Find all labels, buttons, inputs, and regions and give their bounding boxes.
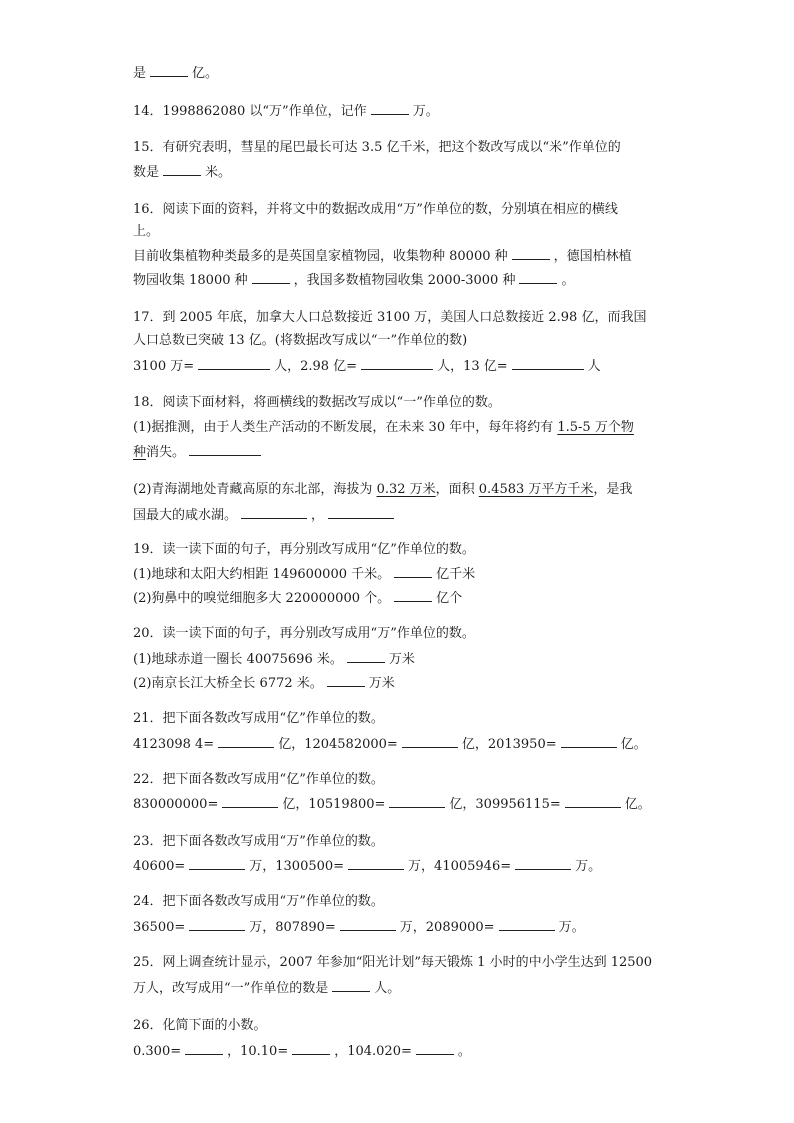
q16-line2: 上。: [133, 224, 160, 239]
text: 万人，改写成用“一”作单位的数是: [133, 981, 329, 996]
text: 亿，2013950=: [461, 737, 557, 752]
text: (2)南京长江大桥全长 6772 米。: [133, 676, 323, 691]
q18-line3: [133, 441, 265, 461]
q24-line2: [133, 916, 585, 936]
answer-blank[interactable]: [222, 793, 278, 808]
text: 。: [457, 1044, 471, 1059]
answer-blank[interactable]: [347, 648, 385, 663]
underlined-data: 1.5-5 万个物: [557, 420, 634, 435]
q17-line2: 人口总数已突破 13 亿。(将数据改写成以“一”作单位的数): [133, 333, 468, 348]
answer-blank[interactable]: [519, 269, 557, 284]
text: 亿，309956115=: [449, 797, 561, 812]
text: ，10.10=: [227, 1044, 289, 1059]
answer-blank[interactable]: [402, 733, 458, 748]
text: 万米: [388, 652, 415, 667]
q15-line2: [133, 161, 231, 181]
q13-tail: [133, 62, 218, 82]
answer-blank[interactable]: [515, 855, 571, 870]
text: 0.300=: [133, 1044, 182, 1059]
q18-line2: [133, 418, 634, 438]
answer-blank[interactable]: [565, 793, 621, 808]
answer-blank[interactable]: [185, 1040, 223, 1055]
answer-blank[interactable]: [189, 855, 245, 870]
text: 3100 万=: [133, 359, 195, 374]
text: 目前收集植物种类最多的是英国皇家植物园，收集物种 80000 种: [133, 249, 508, 264]
text: 亿。: [624, 797, 651, 812]
answer-blank[interactable]: [394, 563, 432, 578]
text: 亿，10519800=: [282, 797, 386, 812]
answer-blank[interactable]: [189, 441, 261, 456]
text: (2)青海湖地处青藏高原的东北部，海拔为: [133, 482, 377, 497]
q17-line1: 17．到 2005 年底，加拿大人口总数接近 3100 万，美国人口总数接近 2.98 亿，而我国: [133, 310, 647, 325]
answer-blank[interactable]: [340, 916, 396, 931]
q20-line3: [133, 672, 395, 692]
q16-line3: [133, 245, 632, 265]
text: 物园收集 18000 种: [133, 273, 248, 288]
answer-blank[interactable]: [150, 62, 188, 77]
answer-blank[interactable]: [361, 355, 433, 370]
answer-blank[interactable]: [198, 355, 270, 370]
text: 万，2089000=: [399, 920, 495, 935]
answer-blank[interactable]: [394, 587, 432, 602]
text: ，104.020=: [334, 1044, 412, 1059]
q16-line4: [133, 269, 574, 289]
text: ，我国多数植物园收集 2000-3000 种: [293, 273, 516, 288]
answer-blank[interactable]: [241, 504, 307, 519]
answer-blank[interactable]: [512, 355, 584, 370]
q15-line1: 15．有研究表明，彗星的尾巴最长可达 3.5 亿千米，把这个数改写成以“米”作单位的: [133, 140, 621, 155]
text: 亿。: [192, 66, 219, 81]
text: 亿。: [620, 737, 647, 752]
q16-line1: 16．阅读下面的资料，并将文中的数据改成用“万”作单位的数，分别填在相应的横线: [133, 202, 618, 217]
text: 国最大的咸水湖。: [133, 508, 238, 523]
q21-line2: [133, 733, 647, 753]
q17-line3: [133, 355, 601, 375]
text: 万米: [368, 676, 395, 691]
answer-blank[interactable]: [499, 916, 555, 931]
q20-line2: [133, 648, 415, 668]
text: 万，1300500=: [249, 859, 345, 874]
answer-blank[interactable]: [218, 733, 274, 748]
text: 万。: [575, 859, 602, 874]
q25-line1: 25．网上调查统计显示，2007 年参加“阳光计划”每天锻炼 1 小时的中小学生达到 12500: [133, 955, 653, 970]
answer-blank[interactable]: [371, 100, 409, 115]
text: 14．1998862080 以“万”作单位，记作: [133, 104, 367, 119]
text: 万。: [558, 920, 585, 935]
q19-line1: 19．读一读下面的句子，再分别改写成用“亿”作单位的数。: [133, 542, 475, 557]
underlined-data: 种: [133, 445, 147, 460]
text: 万。: [412, 104, 439, 119]
text: (1)地球和太阳大约相距 149600000 千米。: [133, 567, 391, 582]
q22-line1: 22．把下面各数改写成用“亿”作单位的数。: [133, 772, 384, 787]
text: 是: [133, 66, 147, 81]
text: 人，13 亿=: [437, 359, 508, 374]
text: 4123098 4=: [133, 737, 215, 752]
answer-blank[interactable]: [561, 733, 617, 748]
answer-blank[interactable]: [416, 1040, 454, 1055]
answer-blank[interactable]: [328, 504, 394, 519]
q21-line1: 21．把下面各数改写成用“亿”作单位的数。: [133, 711, 384, 726]
text: 40600=: [133, 859, 186, 874]
q26-line2: [133, 1040, 471, 1060]
answer-blank[interactable]: [348, 855, 404, 870]
text: 数是: [133, 165, 160, 180]
answer-blank[interactable]: [189, 916, 245, 931]
answer-blank[interactable]: [163, 161, 201, 176]
text: 。: [561, 273, 575, 288]
q18-line1: 18．阅读下面材料，将画横线的数据改写成以“一”作单位的数。: [133, 395, 501, 410]
answer-blank[interactable]: [389, 793, 445, 808]
q19-line2: [133, 563, 475, 583]
answer-blank[interactable]: [512, 245, 550, 260]
q26-line1: 26．化简下面的小数。: [133, 1018, 267, 1033]
text: 米。: [205, 165, 232, 180]
answer-blank[interactable]: [332, 977, 370, 992]
text: 亿，1204582000=: [278, 737, 398, 752]
answer-blank[interactable]: [327, 672, 365, 687]
answer-blank[interactable]: [252, 269, 290, 284]
q14: [133, 100, 439, 120]
q24-line1: 24．把下面各数改写成用“万”作单位的数。: [133, 894, 384, 909]
text: (2)狗鼻中的嗅觉细胞多大 220000000 个。: [133, 591, 391, 606]
q22-line2: [133, 793, 651, 813]
text: 亿个: [436, 591, 463, 606]
text: ，德国柏林植: [553, 249, 632, 264]
underlined-data: 0.4583 万平方千米: [478, 482, 594, 497]
text: (1)据推测，由于人类生产活动的不断发展，在未来 30 年中，每年将约有: [133, 420, 558, 435]
text: 万，41005946=: [408, 859, 512, 874]
text: 消失。: [146, 445, 186, 460]
answer-blank[interactable]: [292, 1040, 330, 1055]
q19-line3: [133, 587, 462, 607]
underlined-data: 0.32 万米: [376, 482, 436, 497]
text: 人: [587, 359, 601, 374]
q18-line5: [133, 504, 398, 524]
text: ，是我: [593, 482, 633, 497]
text: ，: [311, 508, 325, 523]
text: 36500=: [133, 920, 186, 935]
q23-line2: [133, 855, 601, 875]
text: 人。: [374, 981, 401, 996]
q25-line2: [133, 977, 400, 997]
q18-line4: [133, 480, 632, 500]
text: 亿千米: [436, 567, 476, 582]
text: (1)地球赤道一圈长 40075696 米。: [133, 652, 343, 667]
q20-line1: 20．读一读下面的句子，再分别改写成用“万”作单位的数。: [133, 626, 475, 641]
text: 830000000=: [133, 797, 219, 812]
text: 人，2.98 亿=: [274, 359, 358, 374]
text: 万，807890=: [249, 920, 336, 935]
text: ，面积: [435, 482, 479, 497]
q23-line1: 23．把下面各数改写成用“万”作单位的数。: [133, 834, 384, 849]
